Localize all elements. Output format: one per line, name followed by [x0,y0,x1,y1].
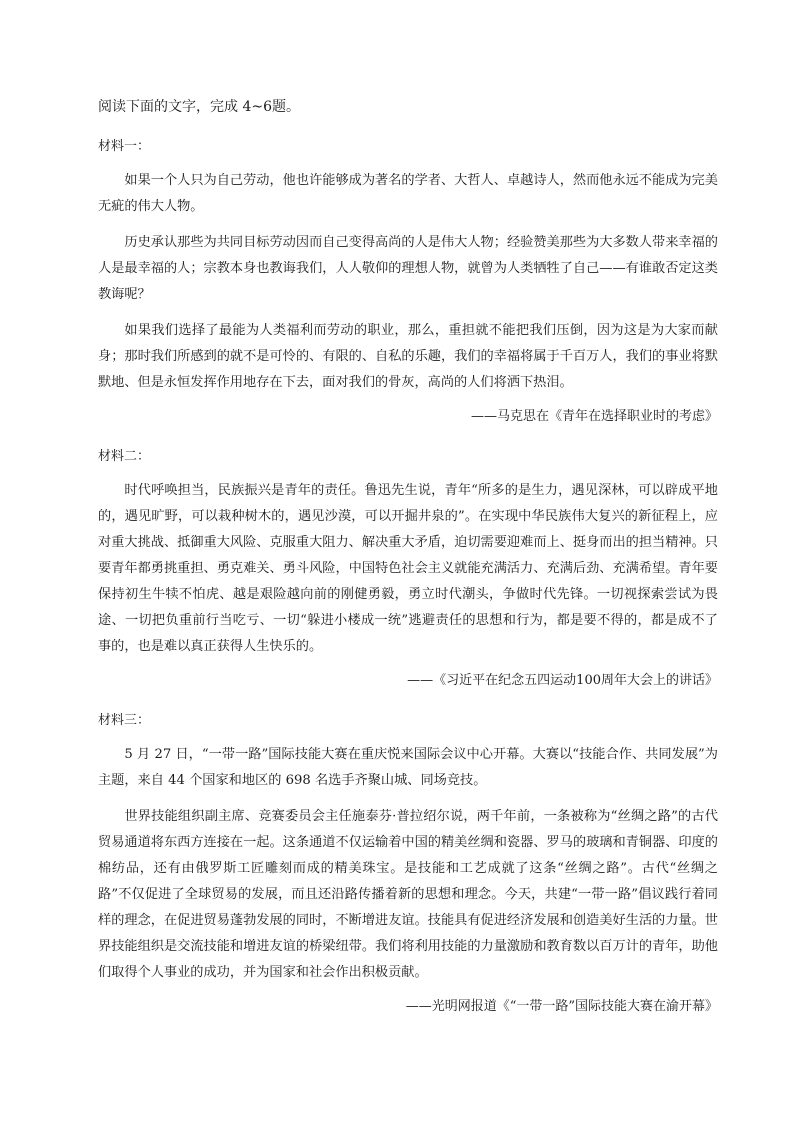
material-two-label: 材料二： [98,449,151,464]
material-one-paragraph-3: 如果我们选择了最能为人类福利而劳动的职业，那么，重担就不能把我们压倒，因为这是为大家而献身；那时我们所感到的就不是可怜的、有限的、自私的乐趣，我们的幸福将属于千百万人，我们的事业将默默地、但是永恒发挥作用地存在下去，面对我们的骨灰，高尚的人们将洒下热泪。 [98,323,718,390]
material-one-paragraph-1: 如果一个人只为自己劳动，他也许能够成为著名的学者、大哲人、卓越诗人，然而他永远不能成为完美无疵的伟大人物。 [98,173,718,214]
material-two [98,446,718,692]
material-one-paragraph-2: 历史承认那些为共同目标劳动因而自己变得高尚的人是伟大人物；经验赞美那些为大多数人带来幸福的人是最幸福的人；宗教本身也教诲我们，人人敬仰的理想人物，就曾为人类牺牲了自己——有谁敢否定这类教诲呢？ [98,235,718,302]
reading-instruction: 阅读下面的文字，完成 4~6题。 [98,99,300,115]
document-page [98,96,718,1036]
material-one [98,136,718,428]
material-three [98,710,718,1018]
material-one-label: 材料一： [98,139,151,154]
material-three-label: 材料三： [98,713,151,728]
material-three-paragraph-1: 5 月 27 日，“一带一路”国际技能大赛在重庆悦来国际会议中心开幕。大赛以“技能合作、共同发展”为主题，来自 44 个国家和地区的 698 名选手齐聚山城、同场竞技。 [98,747,718,788]
material-one-source: ——马克思在《青年在选择职业时的考虑》 [470,409,718,424]
material-two-paragraph-1: 时代呼唤担当，民族振兴是青年的责任。鲁迅先生说，青年“所多的是生力，遇见深林，可以辟成平地的，遇见旷野，可以栽种树木的，遇见沙漠，可以开掘井泉的”。在实现中华民族伟大复兴的新征程上，应对重大挑战、抵御重大风险、克服重大阻力、解决重大矛盾，迫切需要迎难而上、挺身而出的担当精神。只要青年都勇挑重担、勇克难关、勇斗风险，中国特色社会主义就能充满活力、充满后劲、充满希望。青年要保持初生牛犊不怕虎、越是艰险越向前的刚健勇毅，勇立时代潮头，争做时代先锋。一切视探索尝试为畏途、一切把负重前行当吃亏、一切“躲进小楼成一统”逃避责任的思想和行为，都是要不得的，都是成不了事的，也是难以真正获得人生快乐的。 [98,483,718,654]
material-two-source: ——《习近平在纪念五四运动100周年大会上的讲话》 [407,673,718,688]
material-three-paragraph-2: 世界技能组织副主席、竞赛委员会主任施泰芬·普拉绍尔说，两千年前，一条被称为“丝绸之路”的古代贸易通道将东西方连接在一起。这条通道不仅运输着中国的精美丝绸和瓷器、罗马的玻璃和青铜器、印度的棉纺品，还有由俄罗斯工匠雕刻而成的精美珠宝。是技能和工艺成就了这条“丝绸之路”。古代“丝绸之路”不仅促进了全球贸易的发展，而且还沿路传播着新的思想和理念。今天，共建“一带一路”倡议践行着同样的理念，在促进贸易蓬勃发展的同时，不断增进友谊。技能具有促进经济发展和创造美好生活的力量。世界技能组织是交流技能和增进友谊的桥梁纽带。我们将利用技能的力量激励和教育数以百万计的青年，助他们取得个人事业的成功，并为国家和社会作出积极贡献。 [98,809,718,980]
material-three-source: ——光明网报道《“一带一路”国际技能大赛在渝开幕》 [405,999,718,1014]
